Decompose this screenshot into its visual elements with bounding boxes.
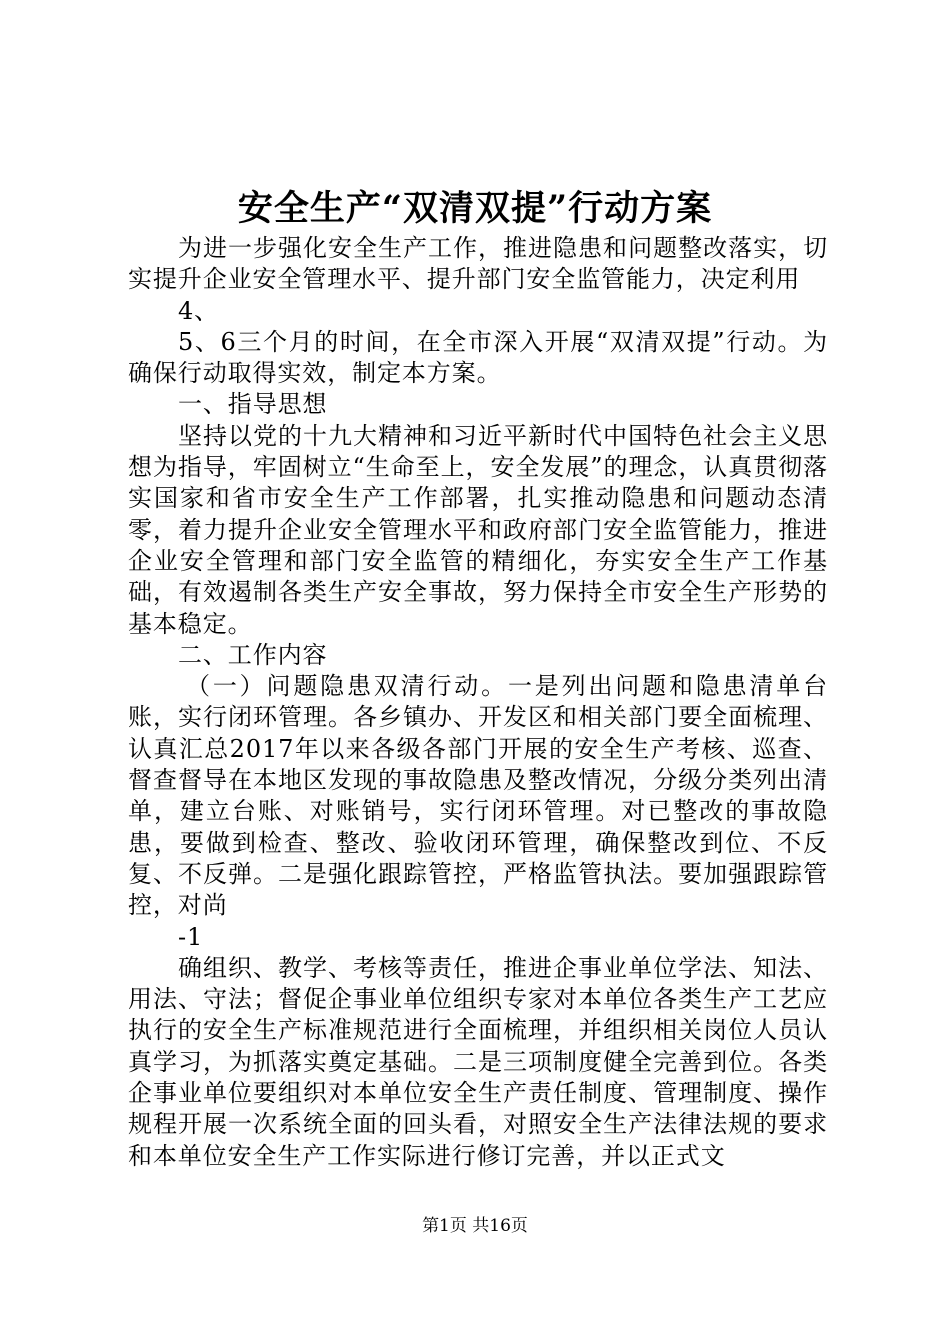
paragraph-intro: 为进一步强化安全生产工作，推进隐患和问题整改落实，切实提升企业安全管理水平、提升部门安全监管能力，决定利用 (128, 234, 828, 294)
paragraph-month-4: 4、 (178, 296, 220, 325)
document-body (128, 233, 828, 1172)
document-title: 安全生产“双清双提”行动方案 (237, 188, 713, 229)
paragraph-work-content-1: （一）问题隐患双清行动。一是列出问题和隐患清单台账，实行闭环管理。各乡镇办、开发区和相关部门要全面梳理、认真汇总2017年以来各级各部门开展的安全生产考核、巡查、督查督导在本地区发现的事故隐患及整改情况，分级分类列出清单，建立台账、对账销号，实行闭环管理。对已整改的事故隐患，要做到检查、整改、验收闭环管理，确保整改到位、不反复、不反弹。二是强化跟踪管控，严格监管执法。要加强跟踪管控，对尚 (128, 672, 828, 920)
page-marker: -1 (178, 922, 204, 951)
paragraph-guiding-thought: 坚持以党的十九大精神和习近平新时代中国特色社会主义思想为指导，牢固树立“生命至上，安全发展”的理念，认真贯彻落实国家和省市安全生产工作部署，扎实推动隐患和问题动态清零，着力提升企业安全管理水平和政府部门安全监管能力，推进企业安全管理和部门安全监管的精细化，夯实安全生产工作基础，有效遏制各类生产安全事故，努力保持全市安全生产形势的基本稳定。 (128, 421, 828, 638)
section-heading-guiding-thought: 一、指导思想 (178, 390, 328, 419)
paragraph-months-5-6: 5、6三个月的时间，在全市深入开展“双清双提”行动。为确保行动取得实效，制定本方案。 (128, 327, 828, 388)
page-footer: 第1页 共16页 (422, 1216, 528, 1236)
paragraph-continued: 确组织、教学、考核等责任，推进企事业单位学法、知法、用法、守法；督促企事业单位组织专家对本单位各类生产工艺应执行的安全生产标准规范进行全面梳理，并组织相关岗位人员认真学习，为抓落实奠定基础。二是三项制度健全完善到位。各类企事业单位要组织对本单位安全生产责任制度、管理制度、操作规程开展一次系统全面的回头看，对照安全生产法律法规的要求和本单位安全生产工作实际进行修订完善，并以正式文 (128, 953, 828, 1170)
section-heading-work-content: 二、工作内容 (178, 640, 328, 669)
